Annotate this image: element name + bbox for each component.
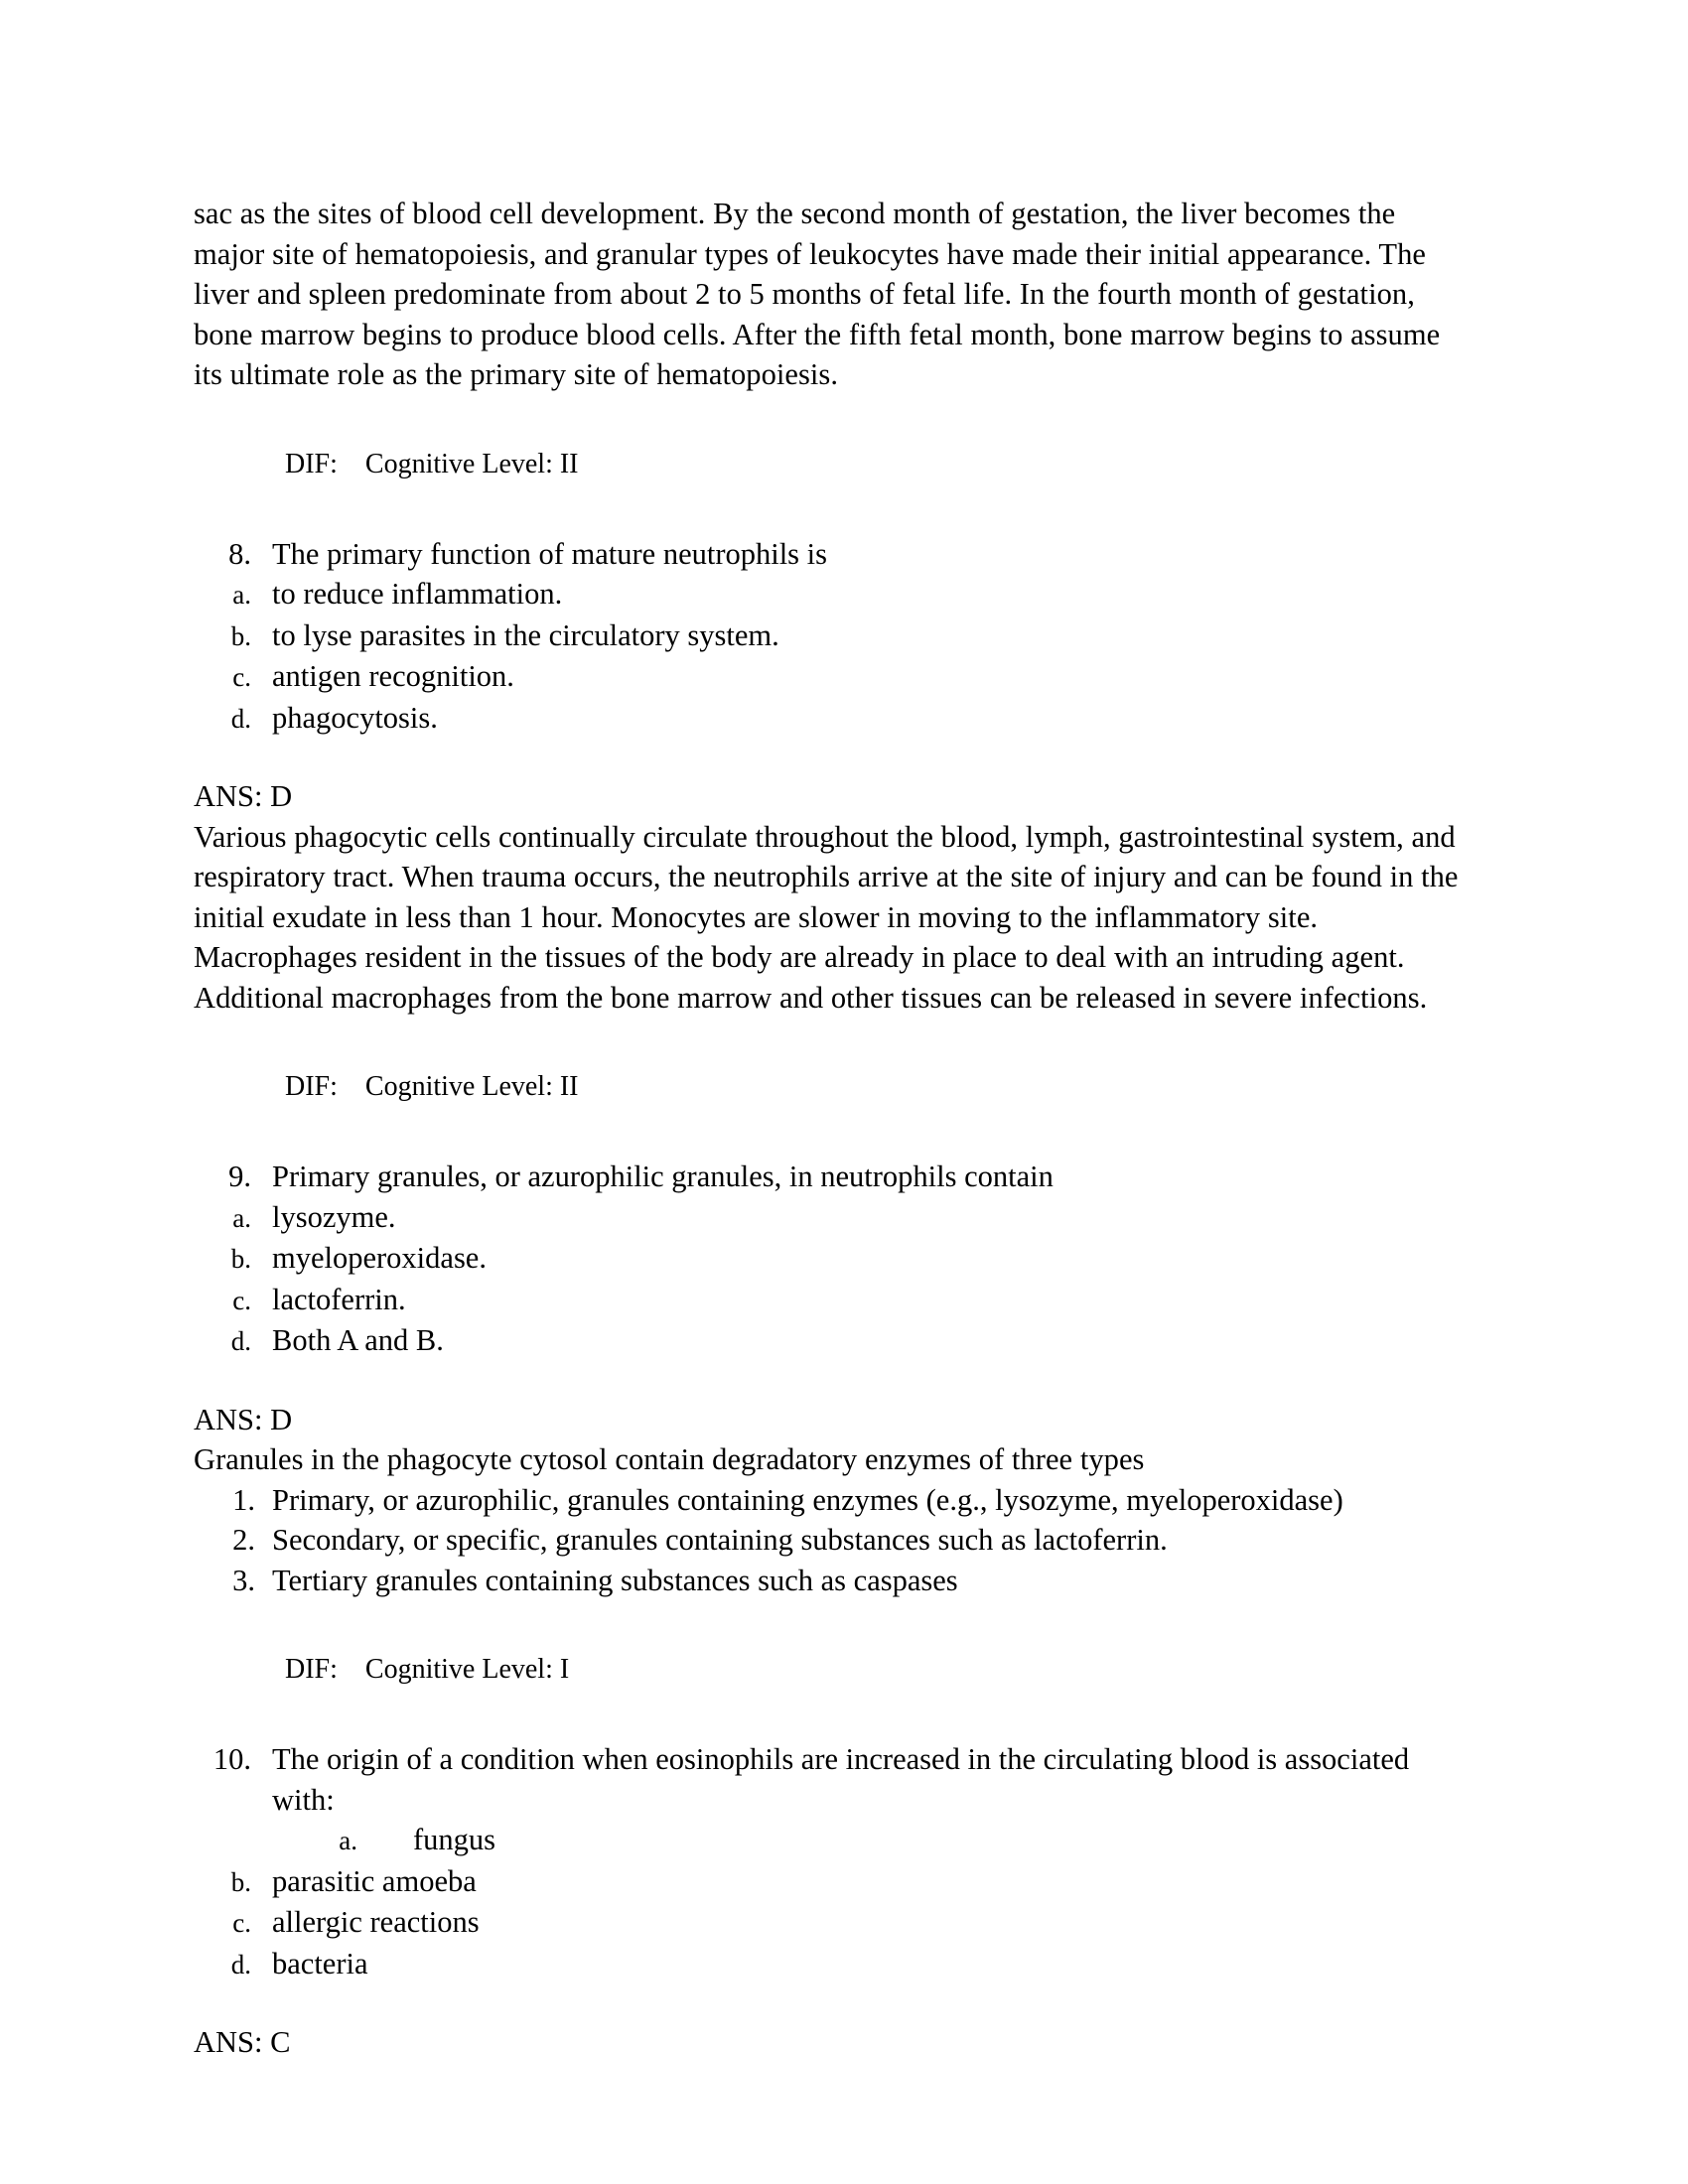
option-marker: b. bbox=[230, 1244, 251, 1274]
question-10-answer-label: ANS: C bbox=[194, 2025, 291, 2059]
rationale-list-item-1 bbox=[194, 1480, 1470, 1521]
question-10-block bbox=[194, 1739, 1470, 2063]
option-text: fungus bbox=[413, 1823, 496, 1856]
question-9-stem: Primary granules, or azurophilic granules, in neutrophils contain bbox=[272, 1160, 1054, 1193]
question-9-option-d[interactable] bbox=[194, 1320, 1470, 1362]
option-text: myeloperoxidase. bbox=[272, 1241, 487, 1275]
spacer bbox=[194, 484, 1470, 534]
question-10-option-c[interactable] bbox=[194, 1902, 1470, 1944]
question-8-stem-row bbox=[194, 534, 1470, 575]
question-9-option-c[interactable] bbox=[194, 1280, 1470, 1321]
question-10-answer-block bbox=[194, 2022, 1470, 2063]
spacer bbox=[194, 1362, 1470, 1400]
question-10-stem: The origin of a condition when eosinophils are increased in the circulating blood is associated with: bbox=[272, 1742, 1410, 1817]
option-text: allergic reactions bbox=[272, 1905, 480, 1939]
option-text: to lyse parasites in the circulatory system. bbox=[272, 617, 779, 652]
question-9-stem-row bbox=[194, 1157, 1470, 1197]
spacer bbox=[194, 395, 1470, 445]
option-marker: d. bbox=[230, 1949, 251, 1979]
question-8-option-b[interactable] bbox=[194, 615, 1470, 657]
option-text: to reduce inflammation. bbox=[272, 577, 563, 611]
question-8-option-a[interactable] bbox=[194, 574, 1470, 615]
question-8-answer-label: ANS: D bbox=[194, 779, 293, 813]
intro-paragraph: sac as the sites of blood cell development. By the second month of gestation, the liver becomes the major site of hematopoiesis, and granular types of leukocytes have made their initial appearance. The liver and spleen predominate from about 2 to 5 months of fetal life. In the fourth month of gestation, bone marrow begins to produce blood cells. After the fifth fetal month, bone marrow begins to assume its ultimate role as the primary site of hematopoiesis. bbox=[194, 197, 1441, 391]
option-text: Both A and B. bbox=[272, 1323, 444, 1357]
rationale-list-item-2 bbox=[194, 1520, 1470, 1561]
question-8-stem: The primary function of mature neutrophils is bbox=[272, 536, 828, 571]
spacer bbox=[194, 1984, 1470, 2022]
list-text: Primary, or azurophilic, granules containing enzymes (e.g., lysozyme, myeloperoxidase) bbox=[272, 1482, 1343, 1517]
question-9-block bbox=[194, 1157, 1470, 1600]
question-9-option-a[interactable] bbox=[194, 1197, 1470, 1239]
question-10-stem-row bbox=[194, 1739, 1470, 1820]
question-9-number: 9. bbox=[228, 1160, 251, 1193]
question-8-block bbox=[194, 534, 1470, 1019]
question-10-option-b[interactable] bbox=[194, 1861, 1470, 1903]
question-8-number: 8. bbox=[228, 536, 251, 571]
list-text: Secondary, or specific, granules containing substances such as lactoferrin. bbox=[272, 1523, 1168, 1557]
option-marker: a. bbox=[339, 1826, 357, 1855]
option-marker: b. bbox=[230, 620, 251, 651]
question-8-option-d[interactable] bbox=[194, 698, 1470, 740]
list-text: Tertiary granules containing substances such as caspases bbox=[272, 1563, 958, 1597]
question-9-answer-block bbox=[194, 1400, 1470, 1601]
option-text: phagocytosis. bbox=[272, 700, 438, 735]
option-marker: d. bbox=[230, 1326, 251, 1356]
option-text: lysozyme. bbox=[272, 1199, 396, 1234]
spacer bbox=[194, 1018, 1470, 1067]
question-10-number: 10. bbox=[212, 1742, 251, 1776]
option-text: antigen recognition. bbox=[272, 659, 514, 693]
page-content bbox=[194, 194, 1470, 2063]
question-9-option-b[interactable] bbox=[194, 1238, 1470, 1280]
spacer bbox=[194, 1600, 1470, 1650]
option-marker: a. bbox=[232, 1202, 251, 1233]
list-marker: 3. bbox=[232, 1563, 255, 1597]
list-marker: 2. bbox=[232, 1523, 255, 1557]
spacer bbox=[194, 1690, 1470, 1739]
option-marker: c. bbox=[232, 1908, 251, 1938]
option-text: bacteria bbox=[272, 1946, 368, 1980]
question-9-answer-label: ANS: D bbox=[194, 1402, 293, 1436]
option-marker: a. bbox=[232, 580, 251, 610]
option-text: parasitic amoeba bbox=[272, 1863, 477, 1898]
question-8-answer-block bbox=[194, 776, 1470, 1018]
question-8-option-c[interactable] bbox=[194, 656, 1470, 698]
option-marker: c. bbox=[232, 662, 251, 692]
spacer bbox=[194, 739, 1470, 776]
dif-line-1: DIF: Cognitive Level: II bbox=[285, 448, 579, 479]
option-text: lactoferrin. bbox=[272, 1282, 406, 1316]
list-marker: 1. bbox=[232, 1482, 255, 1517]
dif-line-2: DIF: Cognitive Level: II bbox=[285, 1071, 579, 1102]
question-10-option-d[interactable] bbox=[194, 1944, 1470, 1985]
spacer bbox=[194, 1107, 1470, 1157]
question-8-rationale: Various phagocytic cells continually circulate throughout the blood, lymph, gastrointestinal system, and respiratory tract. When trauma occurs, the neutrophils arrive at the site of injury and can be found in the initial exudate in less than 1 hour. Monocytes are slower in moving to the inflammatory site. Macrophages resident in the tissues of the body are already in place to deal with an intruding agent. Additional macrophages from the bone marrow and other tissues can be released in severe infections. bbox=[194, 819, 1459, 1015]
question-9-rationale: Granules in the phagocyte cytosol contain degradatory enzymes of three types bbox=[194, 1442, 1145, 1476]
dif-line-3: DIF: Cognitive Level: I bbox=[285, 1654, 570, 1685]
rationale-list-item-3 bbox=[194, 1561, 1470, 1601]
option-marker: d. bbox=[230, 703, 251, 734]
question-10-option-a[interactable] bbox=[194, 1820, 1470, 1861]
option-marker: c. bbox=[232, 1285, 251, 1315]
option-marker: b. bbox=[230, 1866, 251, 1897]
